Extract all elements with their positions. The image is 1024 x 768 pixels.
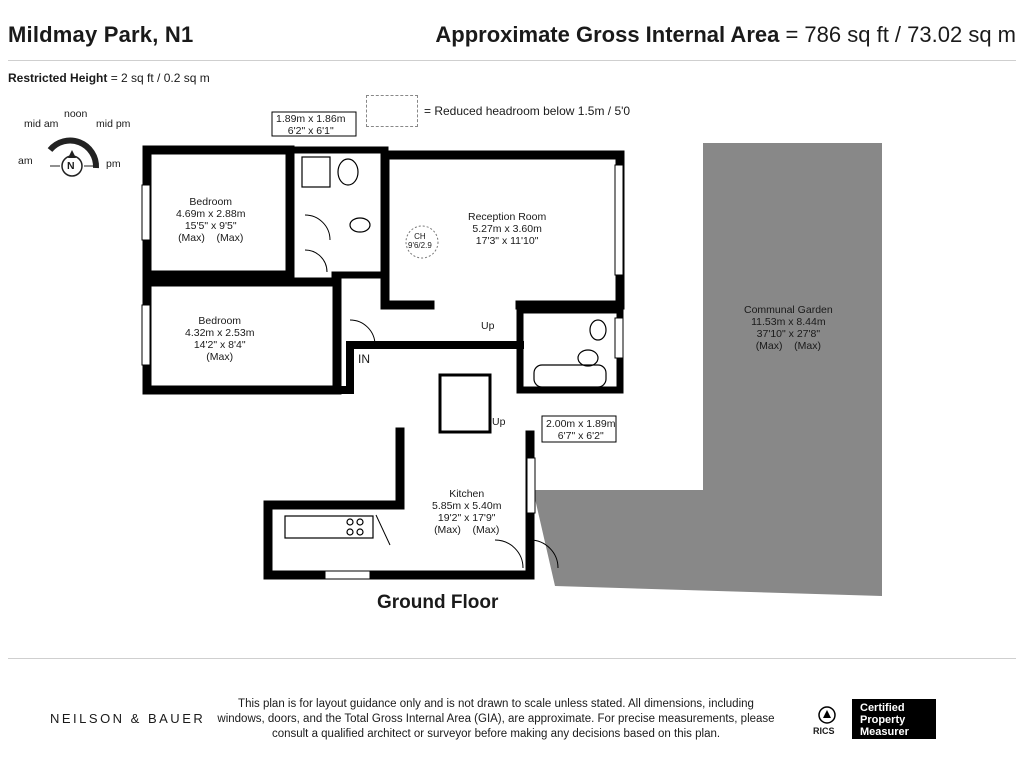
wall-bath2 xyxy=(520,310,620,390)
entrance-label: IN xyxy=(358,352,370,366)
restricted-height-label: Restricted Height xyxy=(8,71,108,85)
wall-bath-top xyxy=(290,150,385,275)
bath2-label: 2.00m x 1.89m 6'7" x 6'2" xyxy=(546,418,616,442)
rics-wordmark: RICS xyxy=(813,726,835,736)
gross-area-label: Approximate Gross Internal Area xyxy=(435,22,780,47)
compass-mid-pm: mid pm xyxy=(96,118,131,130)
certified-measurer-badge: Certified Property Measurer xyxy=(852,699,936,739)
bedroom1-label: Bedroom 4.69m x 2.88m 15'5" x 9'5" (Max) (Max) xyxy=(176,196,246,244)
stair-up-label-2: Up xyxy=(492,416,506,428)
compass-mid-am: mid am xyxy=(24,118,59,130)
disclaimer: This plan is for layout guidance only and is not drawn to scale unless stated. All dimensions, including windows, doors, and the Total Gross Internal Area (GIA), are approximate. For precise measurements, please consult a qualified architect or surveyor before making any decisions based on this plan. xyxy=(217,698,775,740)
restricted-height-value: = 2 sq ft / 0.2 sq m xyxy=(107,71,210,85)
stair-up-label-1: Up xyxy=(481,320,495,332)
gross-area-value: = 786 sq ft / 73.02 sq m xyxy=(779,22,1016,47)
property-title: Mildmay Park, N1 xyxy=(8,22,194,47)
compass-am: am xyxy=(18,155,33,167)
footer-divider xyxy=(8,658,1016,659)
wall-stair xyxy=(440,375,490,432)
reduced-headroom-text: = Reduced headroom below 1.5m / 5'0 xyxy=(424,104,631,118)
bath-top-label: 1.89m x 1.86m 6'2" x 6'1" xyxy=(276,113,346,137)
compass-north: N xyxy=(67,160,75,172)
compass-noon: noon xyxy=(64,108,88,120)
brand-logo: NEILSON & BAUER xyxy=(50,711,206,726)
kitchen-label: Kitchen 5.85m x 5.40m 19'2" x 17'9" (Max) (Max) xyxy=(432,488,502,536)
floor-label: Ground Floor xyxy=(377,592,499,613)
ch-label: CH 9'6/2.9 xyxy=(408,232,432,250)
compass-pm: pm xyxy=(106,158,121,170)
communal-garden xyxy=(533,143,882,596)
bedroom2-label: Bedroom 4.32m x 2.53m 14'2" x 8'4" (Max) xyxy=(185,315,255,363)
rics-crest-icon xyxy=(818,706,836,724)
garden-label: Communal Garden 11.53m x 8.44m 37'10" x 27'8" (Max) (Max) xyxy=(744,304,833,352)
reception-label: Reception Room 5.27m x 3.60m 17'3" x 11'10" xyxy=(468,211,547,247)
